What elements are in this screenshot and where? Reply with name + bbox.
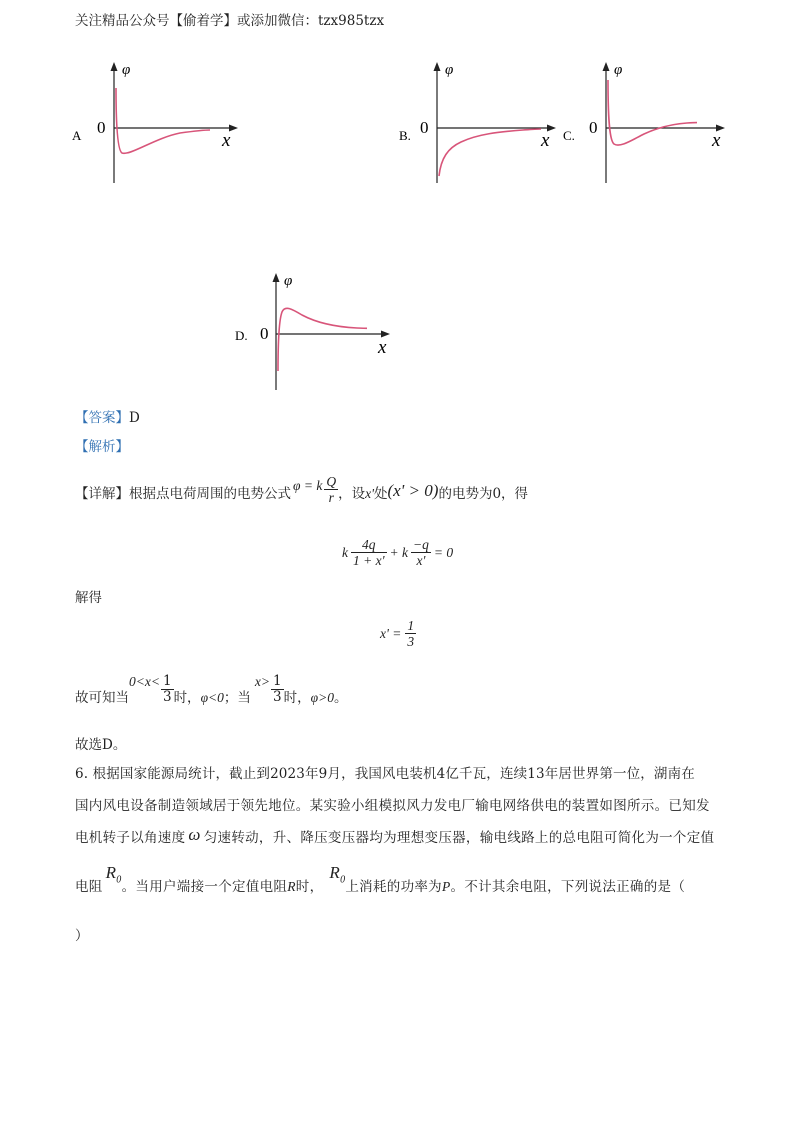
q6-line1: 6. 根据国家能源局统计，截止到2023年9月，我国风电装机4亿千瓦，连续13年居世界第一位，湖南在 <box>75 766 695 782</box>
r0-subscript: 0 <box>116 874 122 886</box>
x-label: x <box>378 337 387 358</box>
phi-axis-arrow <box>603 62 610 71</box>
phi-axis-arrow <box>434 62 441 71</box>
q6-line4-b: 。当用户端接一个定值电阻 <box>121 878 288 895</box>
curve-a <box>116 88 210 153</box>
eq2-num: 1 <box>407 618 415 633</box>
ineq1: 0<x< <box>129 673 160 689</box>
eq1-frac2 <box>411 537 431 568</box>
ineq2: x> <box>254 673 271 689</box>
detail-xprime: x' <box>365 485 374 501</box>
option-label: A <box>72 128 82 143</box>
eq2-frac <box>405 618 416 649</box>
ineq2-num: 1 <box>273 673 282 689</box>
phi-positive: φ>0 <box>310 689 334 705</box>
eq2-lhs: x' = <box>380 625 402 641</box>
conclusion-prefix: 故可知当 <box>75 689 129 706</box>
origin-label: 0 <box>260 324 269 343</box>
eq1-num2: −q <box>412 537 429 552</box>
option-label: D. <box>235 328 248 343</box>
x-label: x <box>541 130 550 151</box>
graph-a <box>70 58 250 188</box>
answer-tag: 【答案】 <box>75 410 129 426</box>
eq1-k1: k <box>342 544 348 560</box>
eq2-den: 3 <box>407 634 415 649</box>
curve-d <box>278 308 367 371</box>
detail-text-b: ，设 <box>338 485 366 502</box>
r0-letter: R <box>329 863 341 882</box>
origin-label: 0 <box>589 118 598 137</box>
ineq1-num: 1 <box>162 673 172 689</box>
p-symbol: P <box>441 878 451 894</box>
detail-line <box>75 474 529 509</box>
origin-label: 0 <box>420 118 429 137</box>
r-symbol: R <box>287 878 296 894</box>
q6-line4-e: 。不计其余电阻，下列说法正确的是（ <box>450 878 686 895</box>
formula-num: Q <box>326 474 337 489</box>
formula-phi: φ = k <box>293 477 323 493</box>
eq1-num1: 4q <box>351 537 387 553</box>
q6-line3-b: 匀速转动，升、降压变压器均为理想变压器，输电线路上的总电阻可简化为一个定值 <box>203 830 715 846</box>
formula-den: r <box>328 490 334 505</box>
ineq1-den: 3 <box>162 689 172 705</box>
conclusion-end: 。 <box>333 689 348 706</box>
phi-label: φ <box>122 62 131 78</box>
r0-symbol <box>106 864 122 889</box>
phi-axis-arrow <box>273 273 280 282</box>
curve-b <box>439 129 541 176</box>
page-header: 关注精品公众号【偷着学】或添加微信：tzx985tzx <box>75 13 385 29</box>
conclusion-mid2: ；当 <box>223 689 251 706</box>
choose-line: 故选D。 <box>75 737 127 753</box>
conclusion-mid1: 时， <box>173 689 201 706</box>
q6-line4 <box>75 863 686 899</box>
phi-label: φ <box>614 62 623 78</box>
x-label: x <box>712 130 721 151</box>
phi-label: φ <box>284 273 293 289</box>
detail-condition: (x' > 0) <box>387 480 439 500</box>
q6-line3 <box>75 825 715 847</box>
conclusion-mid3: 时， <box>283 689 311 706</box>
answer-line <box>75 409 140 427</box>
eq1-frac1 <box>351 537 387 568</box>
phi-axis-arrow <box>111 62 118 71</box>
graph-c <box>562 58 742 188</box>
detail-text-d: 的电势为0，得 <box>438 485 529 502</box>
x-label: x <box>222 130 231 151</box>
option-label: B. <box>399 128 411 143</box>
equation-2 <box>380 618 416 649</box>
detail-text-c: 处 <box>373 485 388 502</box>
q6-line4-c: 时， <box>295 878 324 895</box>
detail-text-a: 根据点电荷周围的电势公式 <box>129 485 291 502</box>
ineq1-frac <box>161 674 174 705</box>
q6-line3-a: 电机转子以角速度 <box>75 830 186 846</box>
eq1-plus: + k <box>389 544 408 560</box>
graph-b <box>393 58 568 188</box>
detail-tag: 【详解】 <box>75 485 129 502</box>
graph-d <box>232 265 407 395</box>
conclusion-line <box>75 672 348 706</box>
ineq2-frac <box>271 674 284 705</box>
eq1-den1: 1 + x' <box>353 553 385 568</box>
formula-fraction <box>324 474 338 505</box>
origin-label: 0 <box>97 118 106 137</box>
solve-label: 解得 <box>75 590 102 606</box>
phi-label: φ <box>445 62 454 78</box>
r0-subscript: 0 <box>340 874 346 886</box>
q6-line4-a: 电阻 <box>75 878 103 895</box>
r0-symbol-2 <box>329 864 345 889</box>
eq1-den2: x' <box>416 553 426 568</box>
eq1-rhs: = 0 <box>433 544 454 560</box>
r0-letter: R <box>105 863 117 882</box>
analysis-tag: 【解析】 <box>75 439 129 455</box>
equation-1 <box>342 537 453 568</box>
q6-line2: 国内风电设备制造领域居于领先地位。某实验小组模拟风力发电厂输电网络供电的装置如图所示。已知发 <box>75 798 710 814</box>
omega-symbol: ω <box>188 825 201 844</box>
answer-value: D <box>129 410 140 426</box>
q6-line4-d: 上消耗的功率为 <box>345 878 442 895</box>
phi-negative: φ<0 <box>200 689 224 705</box>
q6-line5: ） <box>75 928 89 944</box>
option-label: C. <box>563 128 575 143</box>
curve-c <box>608 80 697 145</box>
ineq2-den: 3 <box>273 689 282 705</box>
